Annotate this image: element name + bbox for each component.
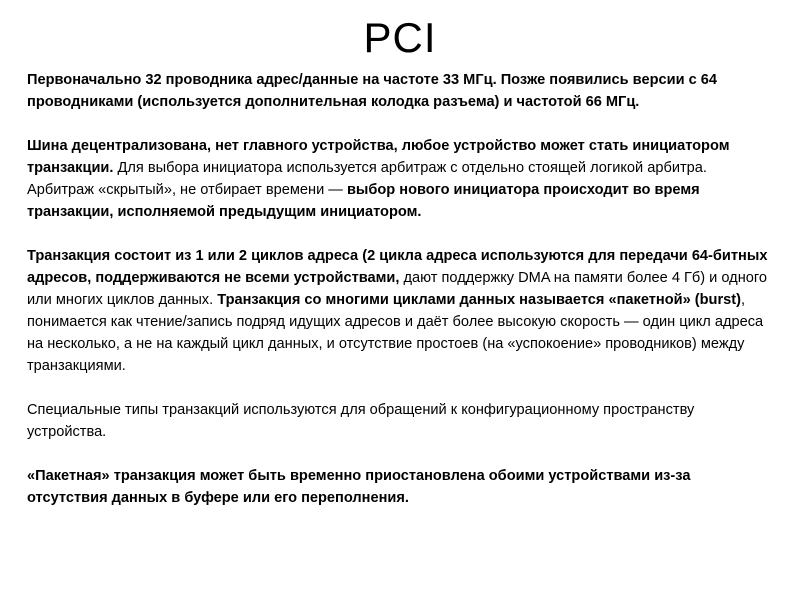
slide-body (27, 69, 775, 531)
text-segment: Первоначально 32 проводника адрес/данные на частоте 33 МГц. Позже появились версии с 64 проводниками (используется дополнительная колодка разъема) и частотой 66 МГц. (27, 72, 718, 110)
slide-title: PCI (363, 14, 437, 61)
text-segment: , понимается как чтение/запись подряд идущих адресов и даёт более высокую скорость — один цикл адреса на несколько, а не на каждый цикл данных, и отсутствие простоев (на «успокоение» проводников) между транзакциями. (27, 292, 764, 374)
paragraph-special-transactions (27, 399, 775, 443)
text-segment: «Пакетная» транзакция может быть временно приостановлена обоими устройствами из-за отсутствия данных в буфере или его переполнения. (27, 468, 691, 506)
paragraph-pci-history (27, 69, 775, 113)
text-segment: выбор нового инициатора происходит во время транзакции, исполняемой предыдущим инициатором. (27, 182, 700, 220)
text-segment: дают поддержку DMA на памяти более 4 Гб) и одного или многих циклов данных. (27, 270, 767, 308)
paragraph-burst-suspension (27, 465, 775, 509)
text-segment: Транзакция со многими циклами данных называется «пакетной» (burst) (217, 292, 741, 308)
paragraph-decentralized-bus (27, 135, 775, 223)
text-segment: Для выбора инициатора используется арбитраж с отдельно стоящей логикой арбитра. Арбитраж «скрытый», не отбирает времени — (27, 160, 707, 198)
paragraph-transaction-structure (27, 245, 775, 377)
text-segment: Специальные типы транзакций используются для обращений к конфигурационному пространству устройства. (27, 402, 695, 440)
text-segment: Шина децентрализована, нет главного устройства, любое устройство может стать инициатором транзакции. (27, 138, 730, 176)
text-segment: Транзакция состоит из 1 или 2 циклов адреса (2 цикла адреса используются для передачи 64-битных адресов, поддерживаются не всеми устройствами, (27, 248, 768, 286)
